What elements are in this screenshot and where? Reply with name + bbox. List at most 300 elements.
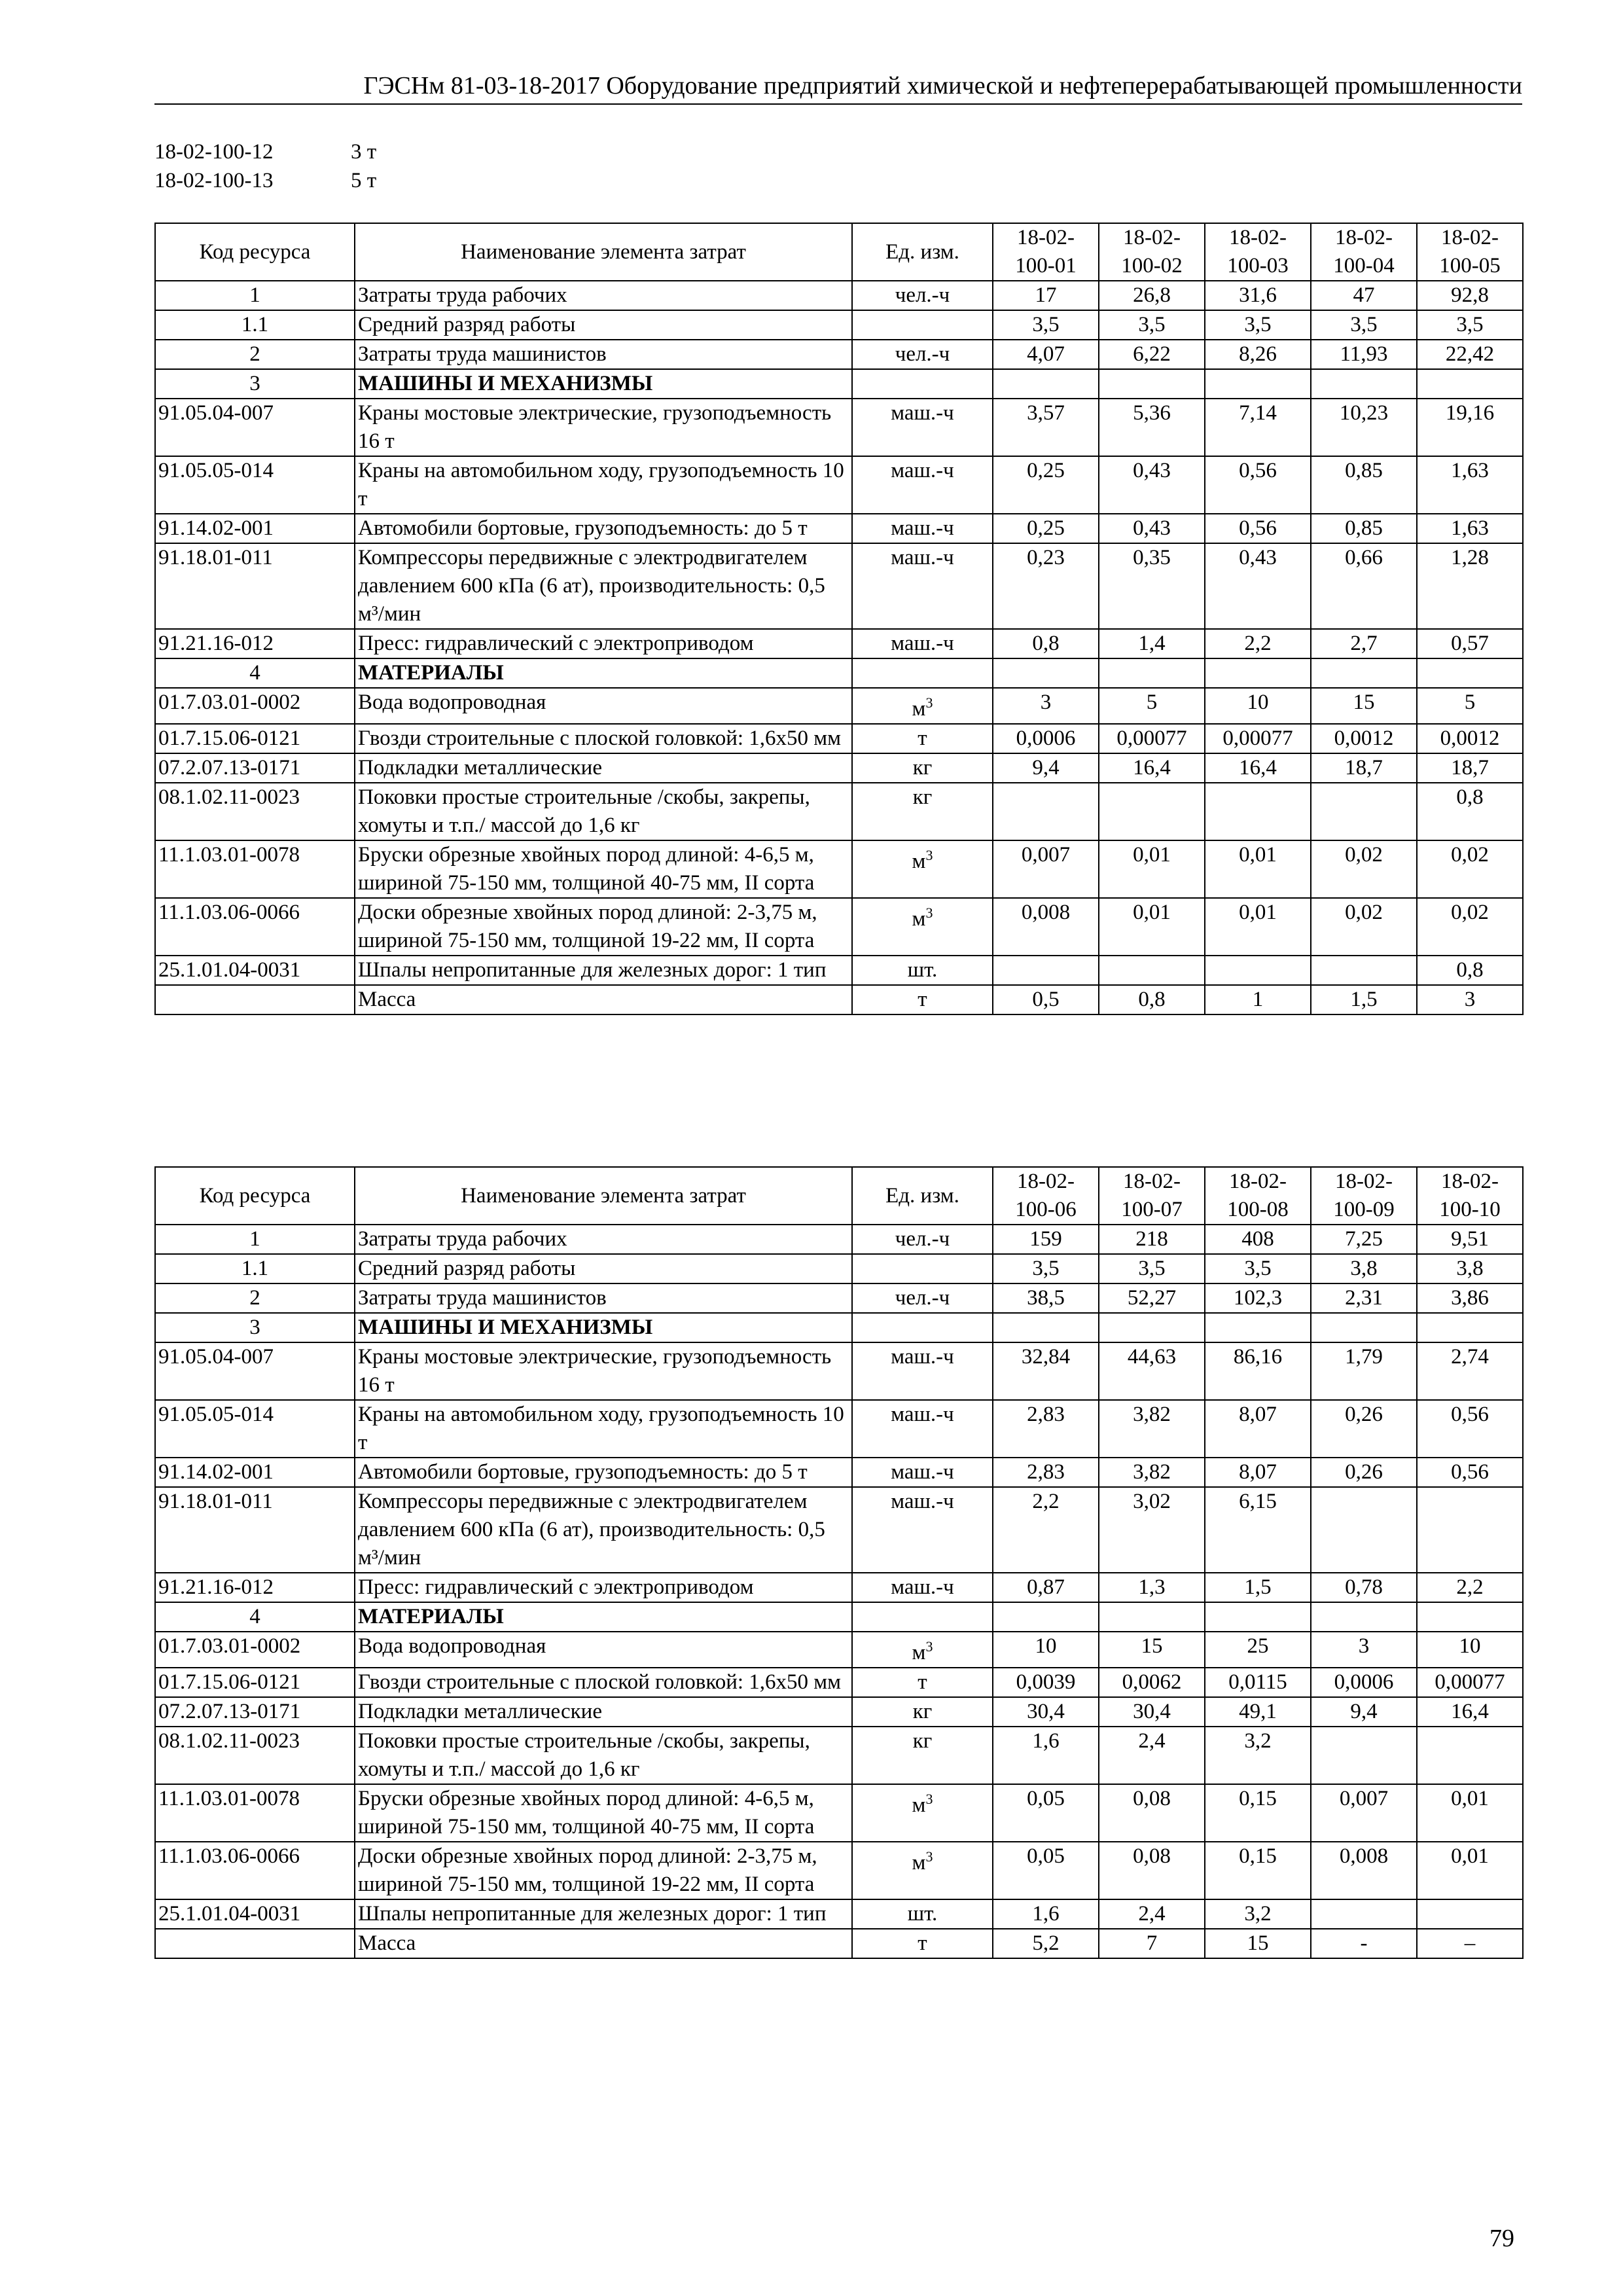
cell-value [1099, 1602, 1205, 1632]
cell-value: 0,0012 [1311, 724, 1417, 753]
cell-resource-code: 1 [155, 1225, 355, 1254]
cell-value [1205, 1602, 1311, 1632]
cell-value: 17 [993, 281, 1099, 310]
table-row [155, 753, 1523, 783]
cell-value: 0,01 [1099, 898, 1205, 956]
cell-value: 30,4 [1099, 1697, 1205, 1727]
cell-value: 2,83 [993, 1400, 1099, 1458]
header-unit: Ед. изм. [852, 223, 993, 281]
cell-value [1417, 369, 1523, 399]
cell-cost-element: Вода водопроводная [355, 1632, 852, 1668]
cell-value [993, 783, 1099, 840]
cell-value: 5,2 [993, 1929, 1099, 1958]
cell-unit: чел.-ч [852, 340, 993, 369]
cell-value: 1,5 [1205, 1573, 1311, 1602]
cell-value: 32,84 [993, 1342, 1099, 1400]
cell-value: 2,7 [1311, 629, 1417, 658]
cell-value: 3,2 [1205, 1727, 1311, 1784]
cell-unit: $м^3$ [852, 1784, 993, 1842]
cell-value: 2,83 [993, 1458, 1099, 1487]
cell-value: 0,0006 [1311, 1668, 1417, 1697]
table-row [155, 1784, 1523, 1842]
cell-value: 0,0012 [1417, 724, 1523, 753]
cell-resource-code: 01.7.15.06-0121 [155, 724, 355, 753]
cell-value: 11,93 [1311, 340, 1417, 369]
cell-resource-code: 91.18.01-011 [155, 1487, 355, 1573]
cell-value: - [1311, 1929, 1417, 1958]
cell-value: 10 [1417, 1632, 1523, 1668]
cell-value [993, 658, 1099, 688]
cell-value: 52,27 [1099, 1283, 1205, 1313]
cell-resource-code: 08.1.02.11-0023 [155, 783, 355, 840]
header-norm-code: 18-02- 100-06 [993, 1167, 1099, 1225]
cell-value: 0,02 [1417, 898, 1523, 956]
cell-value: 0,00077 [1417, 1668, 1523, 1697]
table-row [155, 1487, 1523, 1573]
cell-unit: маш.-ч [852, 456, 993, 514]
cell-cost-element: Затраты труда машинистов [355, 340, 852, 369]
cell-unit: маш.-ч [852, 399, 993, 456]
cell-value: 0,15 [1205, 1842, 1311, 1899]
cell-value: 3,5 [993, 310, 1099, 340]
cell-value: 0,25 [993, 456, 1099, 514]
cell-value [1311, 1313, 1417, 1342]
cell-value: 30,4 [993, 1697, 1099, 1727]
cell-value: 16,4 [1417, 1697, 1523, 1727]
cell-value: 86,16 [1205, 1342, 1311, 1400]
cell-value [1311, 956, 1417, 985]
cell-unit: кг [852, 1727, 993, 1784]
document-header: ГЭСНм 81-03-18-2017 Оборудование предприятий химической и нефтеперерабатывающей промышленности [154, 71, 1522, 105]
cell-value: 16,4 [1205, 753, 1311, 783]
table-row [155, 310, 1523, 340]
cell-value: 408 [1205, 1225, 1311, 1254]
cell-cost-element: Компрессоры передвижные с электродвигателем давлением 600 кПа (6 ат), производительность: 0,5 м³/мин [355, 1487, 852, 1573]
table-row [155, 514, 1523, 543]
cell-value: 92,8 [1417, 281, 1523, 310]
header-norm-code: 18-02- 100-02 [1099, 223, 1205, 281]
cell-value: 159 [993, 1225, 1099, 1254]
cell-value: 0,0062 [1099, 1668, 1205, 1697]
cell-value: 0,66 [1311, 543, 1417, 629]
cell-value: 15 [1099, 1632, 1205, 1668]
table-row [155, 1727, 1523, 1784]
table-header-row [155, 223, 1523, 281]
cell-resource-code: 91.21.16-012 [155, 629, 355, 658]
cell-resource-code: 01.7.03.01-0002 [155, 688, 355, 724]
header-norm-code: 18-02- 100-08 [1205, 1167, 1311, 1225]
cell-value: 0,01 [1417, 1842, 1523, 1899]
table-row [155, 1668, 1523, 1697]
cell-value: 3,5 [1205, 310, 1311, 340]
header-name: Наименование элемента затрат [355, 1167, 852, 1225]
cell-value: 0,57 [1417, 629, 1523, 658]
resource-table-2 [154, 1166, 1524, 1959]
cell-unit: кг [852, 753, 993, 783]
cell-unit: чел.-ч [852, 1225, 993, 1254]
table-row [155, 1602, 1523, 1632]
cell-value: 0,01 [1205, 840, 1311, 898]
cell-value: 0,02 [1311, 898, 1417, 956]
cell-value: 2,2 [1205, 629, 1311, 658]
cell-value [1417, 1602, 1523, 1632]
cell-cost-element: Бруски обрезные хвойных пород длиной: 4-6,5 м, шириной 75-150 мм, толщиной 40-75 мм, II сорта [355, 1784, 852, 1842]
cell-value: 31,6 [1205, 281, 1311, 310]
cell-value: 7 [1099, 1929, 1205, 1958]
cell-value: 2,74 [1417, 1342, 1523, 1400]
cell-unit [852, 369, 993, 399]
table-row [155, 629, 1523, 658]
cell-unit: маш.-ч [852, 1487, 993, 1573]
page-number: 79 [1489, 2225, 1514, 2252]
cell-value: 3,5 [1417, 310, 1523, 340]
header-code: Код ресурса [155, 223, 355, 281]
cell-cost-element: Масса [355, 985, 852, 1014]
cell-value: 3,5 [993, 1254, 1099, 1283]
cell-value: 5 [1417, 688, 1523, 724]
cell-value: 0,8 [1417, 783, 1523, 840]
cell-value: 0,56 [1205, 514, 1311, 543]
cell-value [1205, 658, 1311, 688]
cell-unit: т [852, 1668, 993, 1697]
cell-unit: маш.-ч [852, 629, 993, 658]
cell-value: 4,07 [993, 340, 1099, 369]
cell-resource-code: 1 [155, 281, 355, 310]
cell-resource-code: 2 [155, 1283, 355, 1313]
cell-cost-element: Краны на автомобильном ходу, грузоподъемность 10 т [355, 456, 852, 514]
cell-value: 38,5 [993, 1283, 1099, 1313]
cell-value: 0,8 [1417, 956, 1523, 985]
table-row [155, 956, 1523, 985]
cell-value: 1 [1205, 985, 1311, 1014]
header-code: Код ресурса [155, 1167, 355, 1225]
cell-value: 0,87 [993, 1573, 1099, 1602]
table-row [155, 783, 1523, 840]
table-row [155, 456, 1523, 514]
cell-value: 0,43 [1099, 456, 1205, 514]
cell-value: 3,8 [1311, 1254, 1417, 1283]
cell-value [1311, 1727, 1417, 1784]
table-row [155, 1697, 1523, 1727]
cell-value: 6,15 [1205, 1487, 1311, 1573]
cell-resource-code: 08.1.02.11-0023 [155, 1727, 355, 1784]
cell-value: 0,5 [993, 985, 1099, 1014]
cell-unit: маш.-ч [852, 543, 993, 629]
cell-value [1099, 369, 1205, 399]
cell-value: 3 [993, 688, 1099, 724]
table-row [155, 1573, 1523, 1602]
header-norm-code: 18-02- 100-09 [1311, 1167, 1417, 1225]
cell-value: 15 [1311, 688, 1417, 724]
cell-value: 0,15 [1205, 1784, 1311, 1842]
cell-value [1099, 1313, 1205, 1342]
cell-value [1417, 1313, 1523, 1342]
cell-value [1311, 1602, 1417, 1632]
cell-resource-code: 91.14.02-001 [155, 1458, 355, 1487]
cell-value: 0,008 [993, 898, 1099, 956]
cell-resource-code: 91.05.04-007 [155, 1342, 355, 1400]
cell-value: 0,26 [1311, 1400, 1417, 1458]
cell-value [1311, 658, 1417, 688]
code-list-item [154, 137, 376, 166]
cell-value: 25 [1205, 1632, 1311, 1668]
cell-value: 3,82 [1099, 1400, 1205, 1458]
code-list-item [154, 166, 376, 195]
cell-cost-element: Гвозди строительные с плоской головкой: 1,6x50 мм [355, 724, 852, 753]
cell-resource-code: 91.05.05-014 [155, 456, 355, 514]
cell-unit: маш.-ч [852, 1400, 993, 1458]
cell-resource-code: 4 [155, 658, 355, 688]
cell-unit: т [852, 985, 993, 1014]
cell-value [1099, 956, 1205, 985]
code-list-code: 18-02-100-12 [154, 140, 274, 164]
cell-value: 0,02 [1311, 840, 1417, 898]
code-list-value: 5 т [351, 169, 377, 192]
cell-value: 10,23 [1311, 399, 1417, 456]
table-row [155, 1400, 1523, 1458]
cell-value: 3 [1311, 1632, 1417, 1668]
cell-value [993, 1602, 1099, 1632]
cell-value [1205, 1313, 1311, 1342]
cell-value: 0,02 [1417, 840, 1523, 898]
cell-value: 1,28 [1417, 543, 1523, 629]
cell-value: 0,43 [1205, 543, 1311, 629]
table-row [155, 898, 1523, 956]
cell-unit: $м^3$ [852, 1842, 993, 1899]
cell-unit: $м^3$ [852, 898, 993, 956]
cell-value: 218 [1099, 1225, 1205, 1254]
header-norm-code: 18-02- 100-01 [993, 223, 1099, 281]
cell-value: 16,4 [1099, 753, 1205, 783]
cell-value: 26,8 [1099, 281, 1205, 310]
cell-resource-code [155, 1929, 355, 1958]
cell-value: 9,51 [1417, 1225, 1523, 1254]
cell-value: 3,57 [993, 399, 1099, 456]
header-norm-code: 18-02- 100-10 [1417, 1167, 1523, 1225]
cell-cost-element: МАТЕРИАЛЫ [355, 658, 852, 688]
cell-cost-element: МАШИНЫ И МЕХАНИЗМЫ [355, 1313, 852, 1342]
cell-resource-code: 3 [155, 369, 355, 399]
cell-cost-element: Поковки простые строительные /скобы, закрепы, хомуты и т.п./ массой до 1,6 кг [355, 783, 852, 840]
cell-resource-code: 11.1.03.01-0078 [155, 1784, 355, 1842]
cell-value: 1,6 [993, 1727, 1099, 1784]
table-row [155, 1283, 1523, 1313]
table-row [155, 1899, 1523, 1929]
table-row [155, 1842, 1523, 1899]
cell-value: 18,7 [1311, 753, 1417, 783]
cell-value: 3,5 [1099, 1254, 1205, 1283]
cell-unit: т [852, 1929, 993, 1958]
cell-cost-element: Пресс: гидравлический с электроприводом [355, 629, 852, 658]
cell-value: 0,05 [993, 1784, 1099, 1842]
cell-value: 9,4 [993, 753, 1099, 783]
code-list [154, 137, 376, 195]
cell-value [1311, 1487, 1417, 1573]
cell-cost-element: Затраты труда рабочих [355, 281, 852, 310]
header-norm-code: 18-02- 100-03 [1205, 223, 1311, 281]
header-norm-code: 18-02- 100-07 [1099, 1167, 1205, 1225]
cell-value [1205, 956, 1311, 985]
cell-value: 47 [1311, 281, 1417, 310]
cell-cost-element: Шпалы непропитанные для железных дорог: 1 тип [355, 1899, 852, 1929]
cell-value: 44,63 [1099, 1342, 1205, 1400]
cell-resource-code: 11.1.03.06-0066 [155, 1842, 355, 1899]
cell-unit: т [852, 724, 993, 753]
cell-value: 7,25 [1311, 1225, 1417, 1254]
cell-resource-code: 25.1.01.04-0031 [155, 956, 355, 985]
cell-resource-code: 01.7.03.01-0002 [155, 1632, 355, 1668]
cell-value [1417, 1727, 1523, 1784]
cell-value: 1,79 [1311, 1342, 1417, 1400]
code-list-code: 18-02-100-13 [154, 169, 274, 192]
cell-value: 8,07 [1205, 1458, 1311, 1487]
cell-value: 1,6 [993, 1899, 1099, 1929]
cell-value [1417, 1899, 1523, 1929]
cell-value: 10 [993, 1632, 1099, 1668]
cell-value: 0,05 [993, 1842, 1099, 1899]
cell-value: 0,56 [1417, 1400, 1523, 1458]
cell-value: 7,14 [1205, 399, 1311, 456]
cell-cost-element: Краны мостовые электрические, грузоподъемность 16 т [355, 1342, 852, 1400]
cell-resource-code: 91.21.16-012 [155, 1573, 355, 1602]
cell-value: 0,85 [1311, 514, 1417, 543]
table-row [155, 399, 1523, 456]
cell-resource-code: 91.18.01-011 [155, 543, 355, 629]
cell-cost-element: Затраты труда рабочих [355, 1225, 852, 1254]
cell-value: 3,2 [1205, 1899, 1311, 1929]
cell-resource-code: 2 [155, 340, 355, 369]
cell-unit [852, 658, 993, 688]
cell-value: 3,5 [1205, 1254, 1311, 1283]
cell-cost-element: Подкладки металлические [355, 753, 852, 783]
cell-value: 18,7 [1417, 753, 1523, 783]
cell-cost-element: Гвозди строительные с плоской головкой: 1,6x50 мм [355, 1668, 852, 1697]
cell-value: 0,56 [1417, 1458, 1523, 1487]
cell-cost-element: Автомобили бортовые, грузоподъемность: до 5 т [355, 1458, 852, 1487]
cell-cost-element: Средний разряд работы [355, 1254, 852, 1283]
cell-unit [852, 1254, 993, 1283]
cell-cost-element: МАТЕРИАЛЫ [355, 1602, 852, 1632]
cell-value: 0,08 [1099, 1842, 1205, 1899]
cell-value: 0,43 [1099, 514, 1205, 543]
cell-value: 2,2 [993, 1487, 1099, 1573]
cell-value [1417, 1487, 1523, 1573]
cell-unit [852, 1602, 993, 1632]
cell-value: 0,8 [1099, 985, 1205, 1014]
cell-value: 1,3 [1099, 1573, 1205, 1602]
cell-value: 1,63 [1417, 456, 1523, 514]
cell-cost-element: Поковки простые строительные /скобы, закрепы, хомуты и т.п./ массой до 1,6 кг [355, 1727, 852, 1784]
cell-unit: маш.-ч [852, 514, 993, 543]
cell-value: 8,07 [1205, 1400, 1311, 1458]
cell-cost-element: Автомобили бортовые, грузоподъемность: до 5 т [355, 514, 852, 543]
cell-value [1311, 1899, 1417, 1929]
cell-value: 0,56 [1205, 456, 1311, 514]
header-norm-code: 18-02- 100-04 [1311, 223, 1417, 281]
cell-value: 0,01 [1417, 1784, 1523, 1842]
cell-resource-code: 01.7.15.06-0121 [155, 1668, 355, 1697]
table-row [155, 1313, 1523, 1342]
cell-value: 8,26 [1205, 340, 1311, 369]
cell-value: 2,4 [1099, 1727, 1205, 1784]
cell-resource-code: 4 [155, 1602, 355, 1632]
cell-cost-element: Подкладки металлические [355, 1697, 852, 1727]
cell-unit: шт. [852, 1899, 993, 1929]
cell-unit: кг [852, 1697, 993, 1727]
header-norm-code: 18-02- 100-05 [1417, 223, 1523, 281]
cell-resource-code: 11.1.03.06-0066 [155, 898, 355, 956]
cell-value: 22,42 [1417, 340, 1523, 369]
cell-cost-element: Доски обрезные хвойных пород длиной: 2-3,75 м, шириной 75-150 мм, толщиной 19-22 мм, II сорта [355, 1842, 852, 1899]
table-row [155, 543, 1523, 629]
cell-unit: маш.-ч [852, 1342, 993, 1400]
cell-value: 0,85 [1311, 456, 1417, 514]
cell-value: 0,08 [1099, 1784, 1205, 1842]
cell-value: 49,1 [1205, 1697, 1311, 1727]
cell-unit: кг [852, 783, 993, 840]
cell-cost-element: Доски обрезные хвойных пород длиной: 2-3,75 м, шириной 75-150 мм, толщиной 19-22 мм, II сорта [355, 898, 852, 956]
cell-value: 19,16 [1417, 399, 1523, 456]
cell-resource-code: 91.05.04-007 [155, 399, 355, 456]
cell-value: 0,007 [1311, 1784, 1417, 1842]
table-row [155, 1929, 1523, 1958]
cell-value: 0,008 [1311, 1842, 1417, 1899]
table-row [155, 1225, 1523, 1254]
cell-value: 2,4 [1099, 1899, 1205, 1929]
cell-value: 6,22 [1099, 340, 1205, 369]
table-row [155, 369, 1523, 399]
table-row [155, 688, 1523, 724]
table-row [155, 1254, 1523, 1283]
cell-value: 1,5 [1311, 985, 1417, 1014]
cell-resource-code: 11.1.03.01-0078 [155, 840, 355, 898]
cell-value: 3,5 [1311, 310, 1417, 340]
cell-value: 0,35 [1099, 543, 1205, 629]
cell-unit [852, 310, 993, 340]
cell-value: 0,0115 [1205, 1668, 1311, 1697]
cell-value: 0,00077 [1099, 724, 1205, 753]
cell-cost-element: Средний разряд работы [355, 310, 852, 340]
cell-resource-code: 07.2.07.13-0171 [155, 753, 355, 783]
cell-resource-code: 3 [155, 1313, 355, 1342]
cell-value: 15 [1205, 1929, 1311, 1958]
cell-resource-code: 25.1.01.04-0031 [155, 1899, 355, 1929]
table-row [155, 1632, 1523, 1668]
code-list-value: 3 т [351, 140, 377, 164]
cell-value: 3 [1417, 985, 1523, 1014]
table-row [155, 1342, 1523, 1400]
cell-value [993, 956, 1099, 985]
cell-cost-element: Пресс: гидравлический с электроприводом [355, 1573, 852, 1602]
cell-cost-element: Вода водопроводная [355, 688, 852, 724]
cell-value: 0,01 [1205, 898, 1311, 956]
table-row [155, 340, 1523, 369]
cell-value: 2,31 [1311, 1283, 1417, 1313]
cell-value: 3,82 [1099, 1458, 1205, 1487]
cell-value: 0,26 [1311, 1458, 1417, 1487]
cell-resource-code: 91.05.05-014 [155, 1400, 355, 1458]
cell-resource-code: 91.14.02-001 [155, 514, 355, 543]
cell-value: 0,23 [993, 543, 1099, 629]
cell-value: 0,25 [993, 514, 1099, 543]
cell-unit: $м^3$ [852, 840, 993, 898]
cell-resource-code: 07.2.07.13-0171 [155, 1697, 355, 1727]
cell-value: 3,86 [1417, 1283, 1523, 1313]
cell-unit [852, 1313, 993, 1342]
cell-cost-element: Компрессоры передвижные с электродвигателем давлением 600 кПа (6 ат), производительность: 0,5 м³/мин [355, 543, 852, 629]
table-header-row [155, 1167, 1523, 1225]
cell-cost-element: МАШИНЫ И МЕХАНИЗМЫ [355, 369, 852, 399]
